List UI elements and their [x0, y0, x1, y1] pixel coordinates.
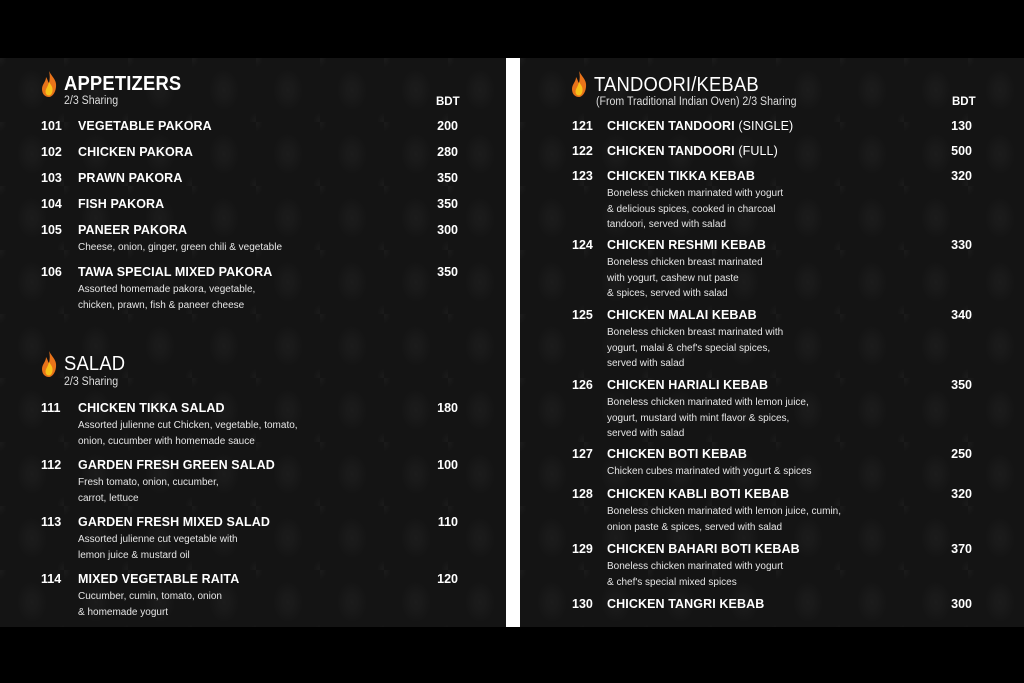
- item-number: 102: [41, 145, 62, 159]
- item-price: 120: [437, 572, 458, 586]
- item-name-text: GARDEN FRESH GREEN SALAD: [78, 458, 275, 472]
- item-name-text: CHICKEN KABLI BOTI KEBAB: [607, 487, 790, 501]
- section-title: SALAD: [64, 353, 126, 375]
- flame-icon: [40, 70, 58, 98]
- item-price: 330: [951, 238, 972, 252]
- item-name: [607, 447, 747, 461]
- item-name-text: CHICKEN TANGRI KEBAB: [607, 597, 765, 611]
- item-number: 124: [572, 238, 593, 252]
- item-name-text: VEGETABLE PAKORA: [78, 119, 212, 133]
- item-name-suffix: (FULL): [734, 144, 778, 158]
- item-description: tandoori, served with salad: [607, 219, 726, 230]
- section-subtitle: 2/3 Sharing: [64, 376, 119, 388]
- item-number: 101: [41, 119, 62, 133]
- item-name-text: CHICKEN TANDOORI: [607, 119, 735, 133]
- item-name-text: CHICKEN TIKKA KEBAB: [607, 169, 755, 183]
- item-price: 250: [951, 447, 972, 461]
- item-name-text: TAWA SPECIAL MIXED PAKORA: [78, 265, 273, 279]
- item-description: chicken, prawn, fish & paneer cheese: [78, 299, 245, 311]
- item-description: Fresh tomato, onion, cucumber,: [78, 477, 219, 488]
- item-description: Boneless chicken marinated with yogurt: [607, 561, 784, 572]
- item-name-text: CHICKEN BAHARI BOTI KEBAB: [607, 542, 800, 556]
- item-number: 128: [572, 487, 593, 501]
- item-price: 180: [437, 401, 458, 415]
- item-description: Boneless chicken breast marinated: [607, 257, 763, 268]
- item-number: 123: [572, 169, 593, 183]
- item-number: 104: [41, 197, 62, 211]
- item-description: Chicken cubes marinated with yogurt & spices: [607, 466, 812, 477]
- section-title: APPETIZERS: [64, 73, 182, 95]
- item-description: yogurt, mustard with mint flavor & spices,: [607, 412, 790, 424]
- item-description: served with salad: [607, 428, 685, 439]
- item-name-text: CHICKEN MALAI KEBAB: [607, 308, 757, 322]
- item-price: 130: [951, 119, 972, 133]
- item-name-text: CHICKEN HARIALI KEBAB: [607, 378, 769, 392]
- item-number: 111: [41, 401, 61, 415]
- item-name-text: PANEER PAKORA: [78, 223, 188, 237]
- item-name: [78, 223, 187, 237]
- item-name: [78, 265, 272, 279]
- item-description: Assorted homemade pakora, vegetable,: [78, 284, 256, 295]
- item-number: 122: [572, 144, 593, 158]
- currency-label: BDT: [436, 96, 460, 108]
- item-price: 320: [951, 487, 972, 501]
- item-name-text: CHICKEN TIKKA SALAD: [78, 401, 225, 415]
- item-name-text: CHICKEN PAKORA: [78, 145, 194, 159]
- item-price: 500: [951, 144, 972, 158]
- section-subtitle: 2/3 Sharing: [64, 95, 119, 107]
- item-name: [78, 119, 212, 133]
- item-price: 350: [437, 265, 458, 279]
- item-number: 114: [41, 572, 62, 586]
- item-description: onion, cucumber with homemade sauce: [78, 435, 255, 447]
- item-name: [607, 308, 757, 322]
- menu-page-right: [520, 58, 1024, 627]
- item-description: Boneless chicken marinated with lemon juice, cumin,: [607, 506, 841, 517]
- item-description: Boneless chicken marinated with lemon juice,: [607, 397, 809, 408]
- section-title: TANDOORI/KEBAB: [594, 74, 759, 96]
- item-number: 126: [572, 378, 593, 392]
- letterbox-bottom: [0, 627, 1024, 683]
- item-price: 110: [437, 515, 458, 529]
- item-description: Assorted julienne cut vegetable with: [78, 534, 238, 545]
- flame-icon: [40, 350, 58, 378]
- item-name-text: CHICKEN BOTI KEBAB: [607, 447, 747, 461]
- item-description: yogurt, malai & chef's special spices,: [607, 342, 771, 354]
- item-name: [78, 458, 275, 472]
- item-description: onion paste & spices, served with salad: [607, 521, 783, 533]
- item-name: [607, 169, 755, 183]
- item-description: Boneless chicken marinated with yogurt: [607, 188, 784, 199]
- item-description: lemon juice & mustard oil: [78, 549, 190, 561]
- item-number: 125: [572, 308, 593, 322]
- item-description: & chef's special mixed spices: [607, 576, 737, 588]
- item-name: [607, 144, 778, 158]
- item-description: Cucumber, cumin, tomato, onion: [78, 591, 222, 602]
- item-name: [78, 401, 225, 415]
- item-name-suffix: (SINGLE): [734, 119, 794, 133]
- menu-page-left: [0, 58, 506, 627]
- item-price: 340: [951, 308, 972, 322]
- item-number: 112: [41, 458, 62, 472]
- item-name: [607, 487, 789, 501]
- item-number: 127: [572, 447, 593, 461]
- item-name: [607, 597, 764, 611]
- item-price: 280: [437, 145, 458, 159]
- item-description: Cheese, onion, ginger, green chili & vegetable: [78, 242, 283, 253]
- item-name: [78, 197, 164, 211]
- item-description: & delicious spices, cooked in charcoal: [607, 203, 776, 215]
- item-name: [607, 542, 800, 556]
- item-description: served with salad: [607, 358, 685, 369]
- item-description: & spices, served with salad: [607, 288, 728, 299]
- page-divider: [506, 58, 520, 627]
- item-name-text: CHICKEN TANDOORI: [607, 144, 735, 158]
- item-number: 106: [41, 265, 62, 279]
- item-name-text: FISH PAKORA: [78, 197, 165, 211]
- item-name: [78, 171, 182, 185]
- item-description: with yogurt, cashew nut paste: [607, 272, 739, 284]
- item-price: 350: [437, 197, 458, 211]
- item-name-text: PRAWN PAKORA: [78, 171, 183, 185]
- item-number: 103: [41, 171, 62, 185]
- flame-icon: [570, 70, 588, 98]
- item-name: [78, 572, 239, 586]
- item-description: & homemade yogurt: [78, 606, 169, 618]
- item-description: Assorted julienne cut Chicken, vegetable, tomato,: [78, 420, 298, 431]
- item-price: 370: [951, 542, 972, 556]
- item-price: 100: [437, 458, 458, 472]
- item-name: [78, 145, 193, 159]
- item-price: 200: [437, 119, 458, 133]
- item-number: 105: [41, 223, 62, 237]
- item-description: Boneless chicken breast marinated with: [607, 327, 784, 338]
- item-price: 320: [951, 169, 972, 183]
- item-name-text: CHICKEN RESHMI KEBAB: [607, 238, 766, 252]
- item-name: [78, 515, 270, 529]
- section-subtitle: (From Traditional Indian Oven) 2/3 Sharing: [596, 96, 797, 108]
- item-number: 129: [572, 542, 593, 556]
- item-price: 300: [437, 223, 458, 237]
- item-name: [607, 238, 766, 252]
- item-name: [607, 119, 793, 133]
- item-price: 350: [437, 171, 458, 185]
- item-number: 113: [41, 515, 62, 529]
- item-number: 121: [572, 119, 593, 133]
- currency-label: BDT: [952, 96, 976, 108]
- item-price: 350: [951, 378, 972, 392]
- item-number: 130: [572, 597, 593, 611]
- item-description: carrot, lettuce: [78, 492, 139, 504]
- item-price: 300: [951, 597, 972, 611]
- item-name: [607, 378, 768, 392]
- item-name-text: GARDEN FRESH MIXED SALAD: [78, 515, 270, 529]
- item-name-text: MIXED VEGETABLE RAITA: [78, 572, 240, 586]
- letterbox-top: [0, 0, 1024, 58]
